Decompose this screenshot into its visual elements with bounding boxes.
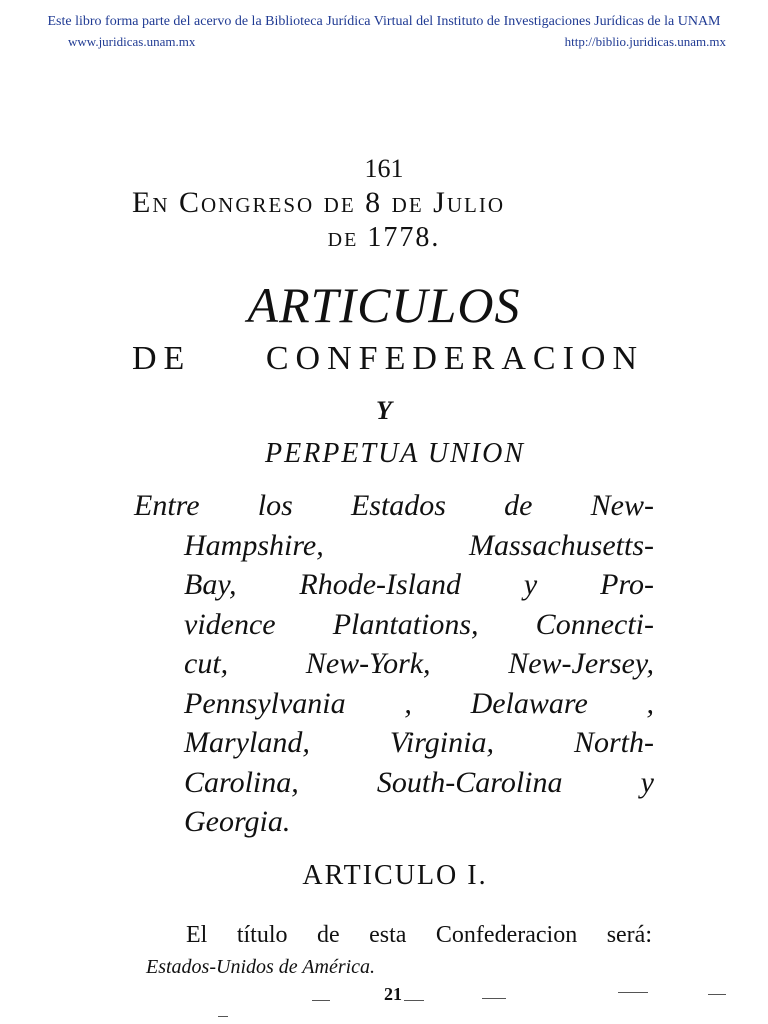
states-line: cut, New-York, New-Jersey, xyxy=(184,647,654,680)
states-line: Maryland, Virginia, North- xyxy=(184,726,654,759)
states-line: Pennsylvania , Delaware , xyxy=(184,686,654,720)
article-heading: ARTICULO I. xyxy=(302,860,488,891)
states-list xyxy=(134,486,654,842)
states-line: Carolina, South-Carolina y xyxy=(184,765,654,799)
page-number: 161 xyxy=(364,154,404,183)
document-subtitle: DE CONFEDERACION xyxy=(132,340,644,377)
biblio-link[interactable]: http://biblio.juridicas.unam.mx xyxy=(564,34,726,49)
library-notice-text: Este libro forma parte del acervo de la Biblioteca Jurídica Virtual del Instituto de Investigaciones Jurídicas de la UNAM xyxy=(47,14,721,29)
article-text-continued: Estados-Unidos de América. xyxy=(146,956,376,978)
document-title: ARTICULOS xyxy=(247,277,521,333)
scan-artifact-dash xyxy=(312,1000,330,1001)
scan-artifact-dash xyxy=(482,998,506,999)
states-line: Bay, Rhode-Island y Pro- xyxy=(184,568,654,601)
scan-artifact-dash xyxy=(708,994,726,995)
states-line: Entre los Estados de New- xyxy=(134,489,654,522)
scan-artifact-dash xyxy=(404,1000,424,1001)
congreso-date-line1: En Congreso de 8 de Julio xyxy=(132,186,505,219)
states-line: vidence Plantations, Connecti- xyxy=(184,607,654,641)
article-text: El título de esta Confederacion será: xyxy=(186,922,652,948)
subtitle-conjunction: Y xyxy=(376,396,392,425)
states-line: Georgia. xyxy=(184,805,291,838)
scan-artifact-dash xyxy=(618,992,648,993)
document-subtitle-2: PERPETUA UNION xyxy=(264,438,526,469)
juridicas-link[interactable]: www.juridicas.unam.mx xyxy=(68,34,196,49)
congreso-date-line2: de 1778. xyxy=(327,222,441,253)
states-line: Hampshire, Massachusetts- xyxy=(184,528,654,562)
scan-artifact-dash xyxy=(218,1016,228,1017)
printer-signature: 21 xyxy=(384,984,402,1004)
